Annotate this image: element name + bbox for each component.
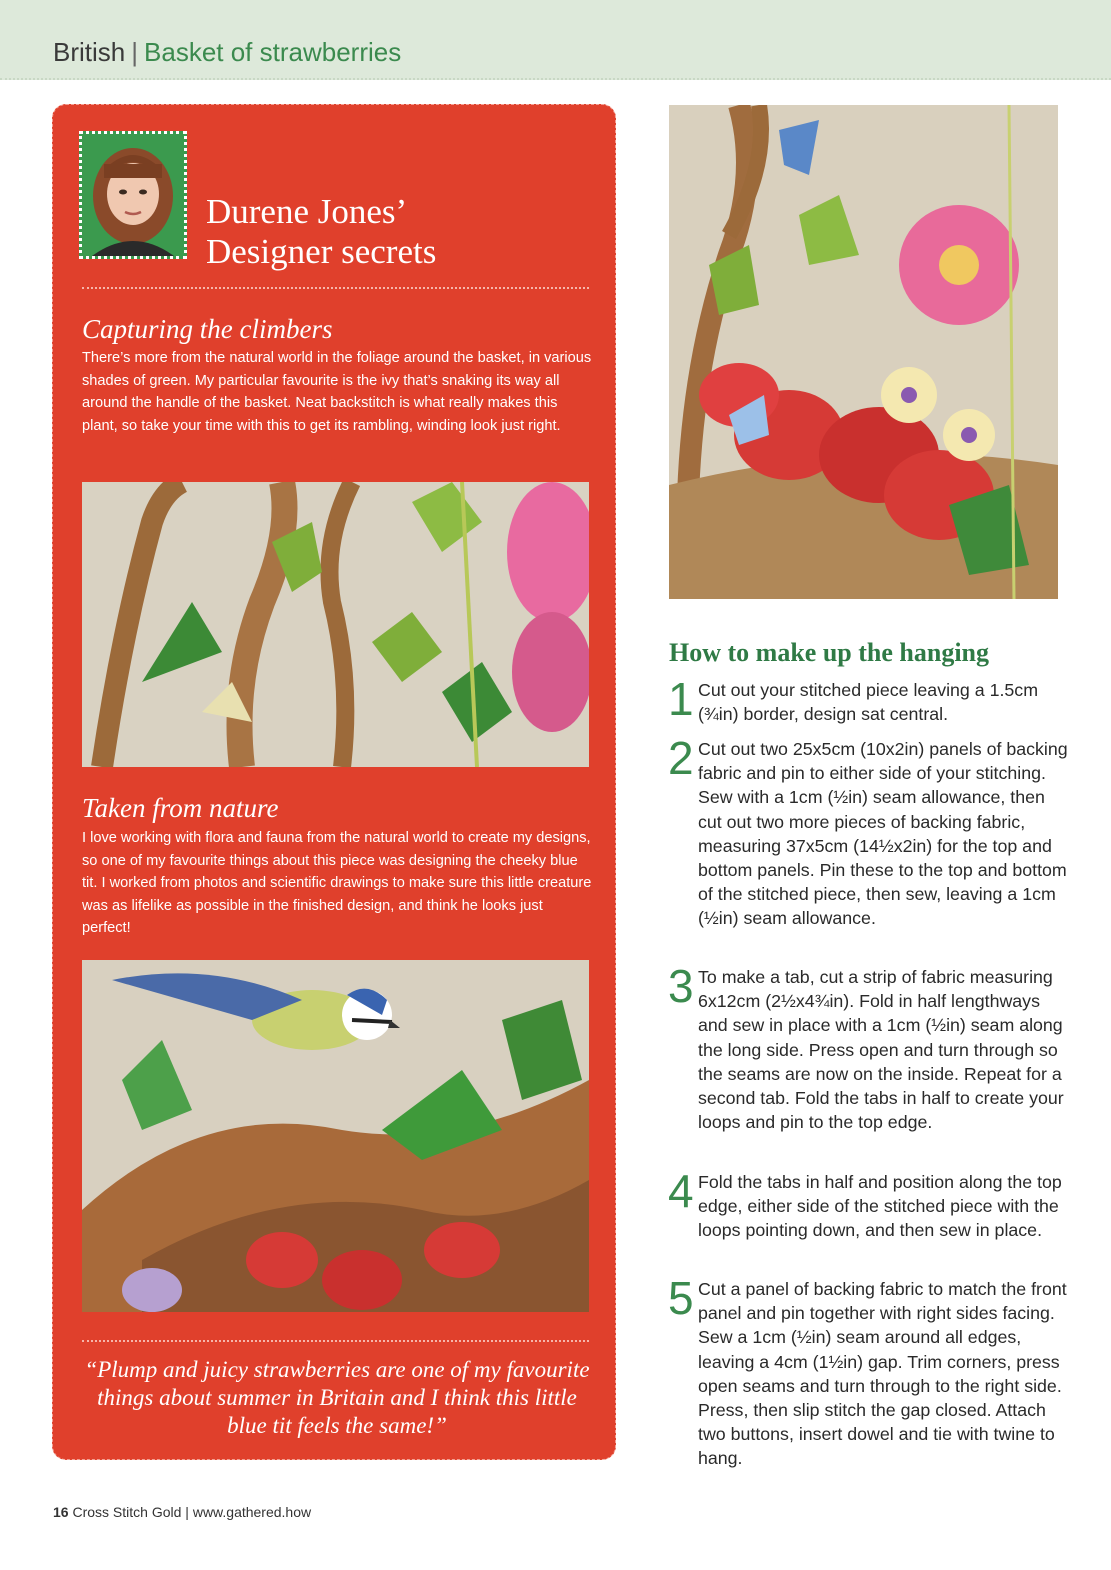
step-number: 1 bbox=[668, 673, 694, 725]
designer-quote: “Plump and juicy strawberries are one of my favourite things about summer in Britain and I think this little blue tit feels the same!” bbox=[84, 1357, 590, 1438]
step-number: 2 bbox=[668, 732, 694, 784]
finished-design-photo bbox=[669, 105, 1058, 599]
header-section-title: Basket of strawberries bbox=[144, 37, 402, 67]
section-heading-nature: Taken from nature bbox=[82, 793, 279, 823]
step-text: Fold the tabs in half and position along the top edge, either side of the stitched piece with the loops pointing down, and then sew in place. bbox=[698, 1172, 1062, 1241]
step-text: To make a tab, cut a strip of fabric measuring 6x12cm (2½x4¾in). Fold in half lengthways and sew in place with a 1cm (½in) seam along the long side. Press open and turn through so the seams are now on the inside. Repeat for a second tab. Fold the tabs in half to create your loops and pin to the top edge. bbox=[698, 967, 1064, 1133]
footer-url: www.gathered.how bbox=[192, 1504, 312, 1520]
step-text: Cut out your stitched piece leaving a 1.5cm (¾in) border, design sat central. bbox=[698, 680, 1039, 725]
designer-title-line1: Durene Jones’ bbox=[206, 192, 408, 231]
step-number: 3 bbox=[668, 960, 694, 1012]
ivy-closeup-photo bbox=[82, 482, 589, 767]
blue-tit-closeup-photo bbox=[82, 960, 589, 1312]
page-footer bbox=[53, 1504, 311, 1520]
header-separator: | bbox=[131, 37, 139, 67]
designer-title bbox=[206, 192, 586, 272]
header-breadcrumb bbox=[53, 36, 401, 68]
designer-portrait bbox=[79, 131, 187, 259]
step-text: Cut a panel of backing fabric to match the front panel and pin together with right sides facing. Sew a 1cm (½in) seam around all edges, leaving a 4cm (1½in) gap. Trim corners, press open seams and turn through to the right side. Press, then slip stitch the gap closed. Attach two buttons, insert dowel and tie with twine to hang. bbox=[698, 1279, 1067, 1469]
designer-title-line2: Designer secrets bbox=[206, 232, 437, 271]
divider bbox=[82, 1340, 589, 1342]
step-text: Cut out two 25x5cm (10x2in) panels of backing fabric and pin to either side of your stitching. Sew with a 1cm (½in) seam allowance, then cut out two more pieces of backing fabric, measuring 37x5cm (14½x2in) for the top and bottom panels. Pin these to the top and bottom of the stitched piece, then sew, leaving a 1cm (½in) seam allowance. bbox=[698, 739, 1068, 929]
step-number: 5 bbox=[668, 1272, 694, 1324]
footer-separator: | bbox=[185, 1504, 189, 1520]
page-header bbox=[0, 0, 1111, 80]
instructions-title: How to make up the hanging bbox=[669, 638, 989, 667]
step-number: 4 bbox=[668, 1165, 694, 1217]
section-heading-climbers: Capturing the climbers bbox=[82, 314, 333, 344]
magazine-name: Cross Stitch Gold bbox=[72, 1504, 182, 1520]
section-body-climbers: There’s more from the natural world in the foliage around the basket, in various shades of green. My particular favourite is the ivy that’s snaking its way all around the handle of the basket. Neat backstitch is what really makes this plant, so take your time with this to get its rambling, winding look just right. bbox=[82, 350, 592, 434]
section-body-nature: I love working with flora and fauna from the natural world to create my designs, so one of my favourite things about this piece was designing the cheeky blue tit. I worked from photos and scientific drawings to make sure this little creature was as lifelike as possible in the finished design, and think he looks just perfect! bbox=[82, 830, 592, 937]
page-number: 16 bbox=[53, 1504, 69, 1520]
divider bbox=[82, 287, 589, 289]
header-category: British bbox=[53, 37, 126, 67]
